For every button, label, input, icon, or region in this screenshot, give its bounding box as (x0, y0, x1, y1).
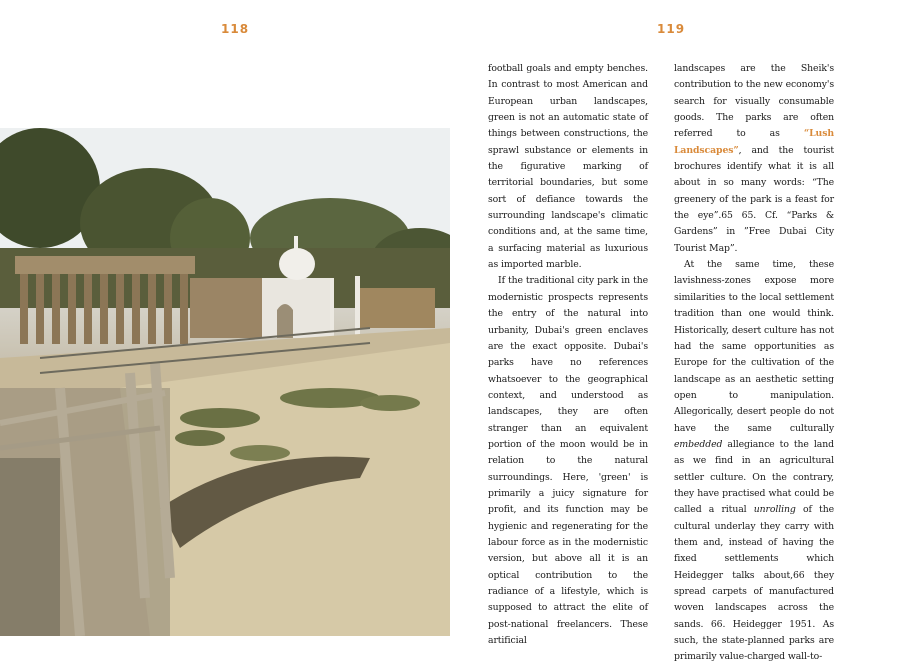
emphasis: embedded (674, 438, 723, 450)
photo-desert-park-miniature-monuments-icon (0, 128, 450, 636)
text-column-left (488, 61, 648, 649)
paragraph: If the traditional city park in the modernistic prospects represents the entry of the natural into urbanity, Dubai's green enclaves are the exact opposite. Dubai's parks have no references whatsoever to the geographical context, and understood as landscapes, they are often stranger than an equivalent portion of the moon would be in relation to the natural surroundings. Here, 'green' is primarily a juicy signature for profit, and its function may be hygienic and regenerating for the labour force as in the modernistic version, but above all it is an optical contribution to the radiance of a lifestyle, which is supposed to attract the elite of post-national freelancers. These artificial (488, 275, 648, 647)
paragraph (674, 61, 834, 257)
text-run: At the same time, these lavishness-zones expose more similarities to the local settlement tradition than one would think. Historically, desert culture has not had the same opportunities as Europe for the cultivation of the landscape as an aesthetic setting open to manipulation. Allegorically, desert people do not have the same culturally (674, 259, 834, 434)
text-run: of the cultural underlay they carry with them and, instead of having the fixed settlements which Heidegger talks about,66 they spread carpets of manufactured woven landscapes across the sands. 66. Heidegger 1951. As such, the state-planned parks are primarily value-charged wall-to- (674, 504, 834, 663)
emphasis: unrolling (753, 504, 796, 516)
text-run: allegiance to the land as we find in an agricultural settler culture. On the contrary, they have practised what could be called a ritual (674, 438, 834, 516)
highlight-term: “Lush Landscapes” (674, 128, 834, 156)
page-number-right: 119 (657, 22, 686, 36)
text-run: , and the tourist brochures identify what it is all about in so many words: “The greenery of the park is a feast for the eye”.65 65. Cf. “Parks & Gardens” in ”Free Dubai City Tourist Map”. (674, 144, 834, 254)
photo-desert-park (0, 128, 450, 636)
text-column-right (674, 61, 834, 666)
page-number-left: 118 (221, 22, 250, 36)
paragraph: football goals and empty benches. In contrast to most American and European urban landscapes, green is not an automatic state of things between constructions, the sprawl substance or elements in the figurative marking of territorial boundaries, but some sort of defiance towards the surrounding landscape's climatic conditions and, at the same time, a surfacing material as luxurious as imported marble. (488, 63, 648, 271)
text-run: landscapes are the Sheik's contribution to the new economy's search for visually consumable goods. The parks are often referred to as (674, 63, 834, 140)
paragraph (674, 257, 834, 666)
